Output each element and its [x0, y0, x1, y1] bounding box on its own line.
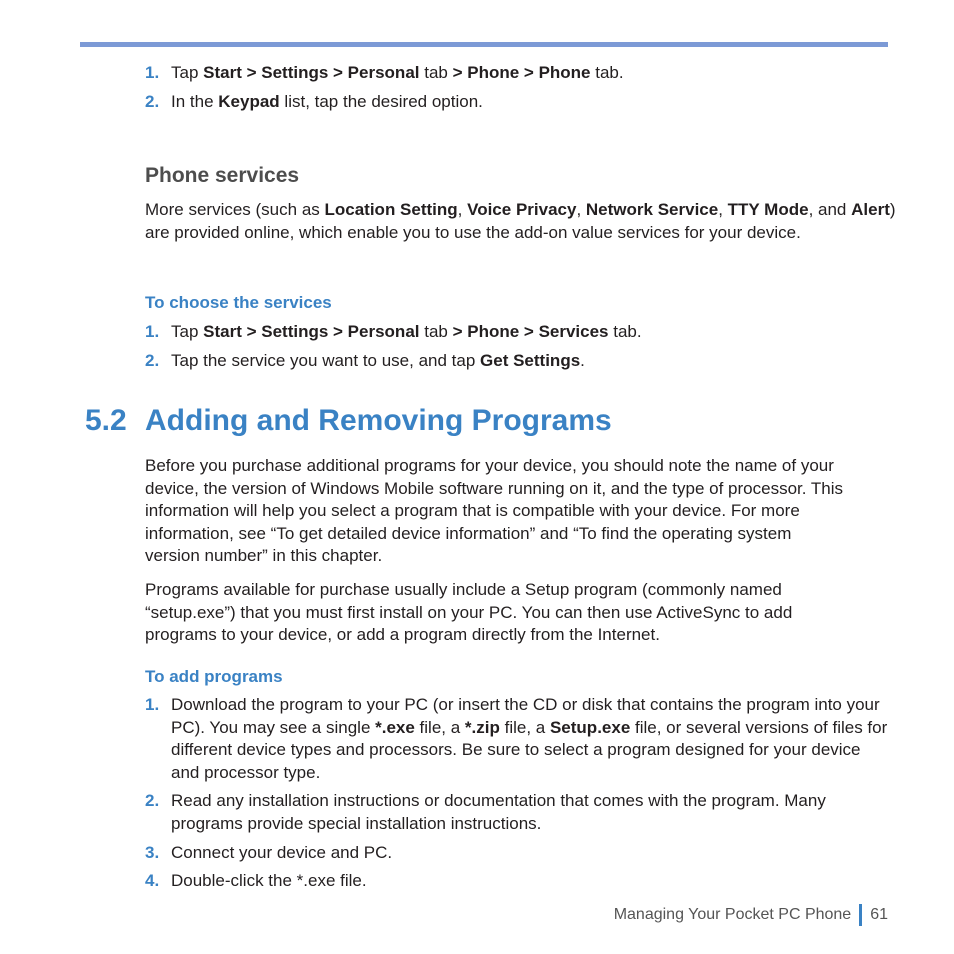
section-paragraph-1: Before you purchase additional programs for your device, you should note the name of your device, the version of Windows Mobile software running on it, and the type of processor. This information will help you select a program that is compatible with your device. For more information, see “To get detailed device information” and “To find the operating system version number” in this chapter. [145, 456, 843, 565]
add-step-4: 4. Double-click the *.exe file. [145, 870, 905, 893]
footer-chapter-title: Managing Your Pocket PC Phone [613, 906, 852, 923]
step-number: 4. [145, 871, 160, 890]
phone-services-heading: Phone services [145, 164, 300, 187]
step-bold: Keypad [218, 92, 280, 111]
intro-step-2 [145, 91, 905, 114]
step-number: 2. [145, 791, 160, 810]
procedure-title-add-programs: To add programs [145, 667, 283, 686]
add-step-3: 3. Connect your device and PC. [145, 842, 905, 865]
step-text: list, tap the desired option. [279, 92, 483, 111]
services-step-2: 2. Tap the service you want to use, and tap Get Settings. [145, 350, 905, 373]
header-rule [80, 42, 888, 47]
page-number: 61 [870, 906, 888, 923]
section-title [85, 404, 612, 438]
step-text: tab. [590, 63, 624, 82]
step-number: 1. [145, 695, 160, 714]
page-footer [614, 904, 888, 926]
section-paragraph-2: Programs available for purchase usually include a Setup program (commonly named “setup.exe”) that you must first install on your PC. You can then use ActiveSync to add programs to your device, or add a program directly from the Internet. [145, 580, 793, 644]
step-number: 1. [145, 63, 160, 82]
services-step-1: 1. Tap Start > Settings > Personal tab > Phone > Services tab. [145, 321, 905, 344]
phone-services-paragraph: More services (such as Location Setting, Voice Privacy, Network Service, TTY Mode, and Alert) are provided online, which enable you to use the add-on value services for your device. [145, 200, 896, 242]
add-step-1: 1. Download the program to your PC (or insert the CD or disk that contains the program into your PC). You may see a single *.exe file, a *.zip file, a Setup.exe file, or several versions of files for different device types and processors. Be sure to select a program designed for your device and processor type. [145, 695, 888, 782]
step-number: 3. [145, 843, 160, 862]
step-bold: Start > Settings > Personal [203, 63, 420, 82]
section-title-text: Adding and Removing Programs [145, 404, 612, 437]
procedure-title-choose-services: To choose the services [145, 293, 332, 312]
footer-divider [859, 904, 862, 926]
step-text: tab [419, 63, 453, 82]
step-text: Tap [171, 63, 204, 82]
section-number: 5.2 [85, 404, 127, 437]
step-text: In the [171, 92, 219, 111]
add-step-2: 2. Read any installation instructions or documentation that comes with the program. Many programs provide special installation instructions. [145, 791, 826, 833]
step-bold: > Phone > Phone [452, 63, 591, 82]
step-number: 2. [145, 351, 160, 370]
intro-step-1 [145, 62, 905, 85]
step-number: 1. [145, 322, 160, 341]
step-number: 2. [145, 92, 160, 111]
